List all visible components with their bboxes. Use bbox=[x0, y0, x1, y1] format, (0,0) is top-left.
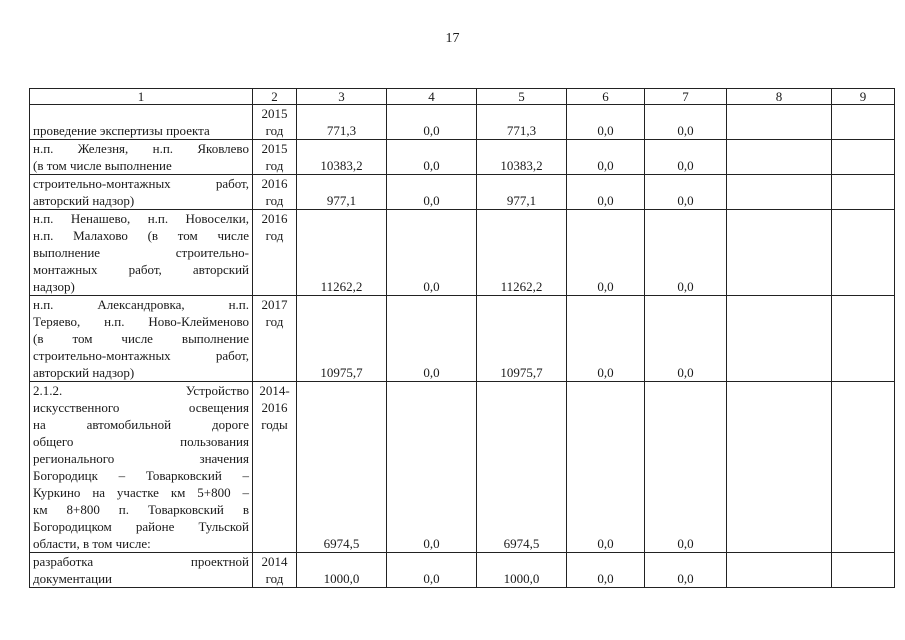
table-row bbox=[30, 382, 895, 553]
value-col-6: 0,0 bbox=[567, 296, 645, 382]
table-row bbox=[30, 296, 895, 382]
description-line: Куркино на участке км 5+800 – bbox=[33, 485, 249, 500]
year-line: 2014- bbox=[259, 383, 290, 398]
description-line: н.п. Александровка, н.п. bbox=[33, 297, 249, 312]
value-col-3: 977,1 bbox=[297, 175, 387, 210]
value-col-5: 6974,5 bbox=[477, 382, 567, 553]
description-line: искусственного освещения bbox=[33, 400, 249, 415]
description-line: км 8+800 п. Товарковский в bbox=[33, 502, 249, 517]
empty-col-9 bbox=[832, 140, 895, 175]
description-line: регионального значения bbox=[33, 451, 249, 466]
table-row bbox=[30, 210, 895, 296]
value-col-6: 0,0 bbox=[567, 105, 645, 140]
value-col-7: 0,0 bbox=[645, 553, 727, 588]
value-col-5: 977,1 bbox=[477, 175, 567, 210]
header-cell-8: 8 bbox=[727, 89, 832, 105]
header-row bbox=[30, 89, 895, 105]
year-line: годы bbox=[261, 417, 288, 432]
empty-col-8 bbox=[727, 296, 832, 382]
value-col-6: 0,0 bbox=[567, 553, 645, 588]
description-line: строительно-монтажных работ, bbox=[33, 176, 249, 191]
value-col-4: 0,0 bbox=[387, 175, 477, 210]
description-line: документации bbox=[33, 571, 113, 586]
row-description bbox=[30, 382, 253, 553]
description-line: н.п. Железня, н.п. Яковлево bbox=[33, 141, 249, 156]
year-line: год bbox=[265, 158, 284, 173]
year-line: 2016 bbox=[261, 176, 288, 191]
description-line: проведение экспертизы проекта bbox=[33, 123, 210, 138]
description-line: общего пользования bbox=[33, 434, 249, 449]
table-row bbox=[30, 553, 895, 588]
description-line: разработка проектной bbox=[33, 554, 249, 569]
empty-col-8 bbox=[727, 140, 832, 175]
value-col-4: 0,0 bbox=[387, 210, 477, 296]
description-line: Теряево, н.п. Ново-Клейменово bbox=[33, 314, 249, 329]
value-col-3: 10383,2 bbox=[297, 140, 387, 175]
value-col-5: 771,3 bbox=[477, 105, 567, 140]
description-line: строительно-монтажных работ, bbox=[33, 348, 249, 363]
year-line: 2015 bbox=[261, 141, 288, 156]
header-cell-1: 1 bbox=[30, 89, 253, 105]
description-line: 2.1.2. Устройство bbox=[33, 383, 249, 398]
empty-col-9 bbox=[832, 296, 895, 382]
value-col-3: 771,3 bbox=[297, 105, 387, 140]
empty-col-9 bbox=[832, 105, 895, 140]
empty-col-8 bbox=[727, 105, 832, 140]
description-line: авторский надзор) bbox=[33, 193, 135, 208]
value-col-4: 0,0 bbox=[387, 105, 477, 140]
page-number: 17 bbox=[445, 31, 460, 46]
description-line: области, в том числе: bbox=[33, 536, 151, 551]
value-col-7: 0,0 bbox=[645, 210, 727, 296]
budget-table bbox=[29, 88, 895, 588]
value-col-3: 1000,0 bbox=[297, 553, 387, 588]
table-row bbox=[30, 175, 895, 210]
description-line: монтажных работ, авторский bbox=[33, 262, 249, 277]
row-description bbox=[30, 175, 253, 210]
value-col-3: 6974,5 bbox=[297, 382, 387, 553]
year-line: 2015 bbox=[261, 106, 288, 121]
row-year bbox=[253, 105, 297, 140]
value-col-4: 0,0 bbox=[387, 382, 477, 553]
year-line: 2016 bbox=[261, 400, 288, 415]
value-col-6: 0,0 bbox=[567, 175, 645, 210]
year-line: год bbox=[265, 123, 284, 138]
value-col-7: 0,0 bbox=[645, 296, 727, 382]
year-line: год bbox=[265, 314, 284, 329]
row-description bbox=[30, 210, 253, 296]
value-col-5: 11262,2 bbox=[477, 210, 567, 296]
description-line: Богородицк – Товарковский – bbox=[33, 468, 249, 483]
description-line: выполнение строительно- bbox=[33, 245, 249, 260]
value-col-3: 11262,2 bbox=[297, 210, 387, 296]
value-col-4: 0,0 bbox=[387, 296, 477, 382]
table-row bbox=[30, 105, 895, 140]
value-col-4: 0,0 bbox=[387, 140, 477, 175]
empty-col-9 bbox=[832, 210, 895, 296]
header-cell-2: 2 bbox=[253, 89, 297, 105]
value-col-6: 0,0 bbox=[567, 140, 645, 175]
value-col-3: 10975,7 bbox=[297, 296, 387, 382]
description-line: на автомобильной дороге bbox=[33, 417, 249, 432]
empty-col-8 bbox=[727, 382, 832, 553]
value-col-7: 0,0 bbox=[645, 175, 727, 210]
header-cell-7: 7 bbox=[645, 89, 727, 105]
row-year bbox=[253, 175, 297, 210]
value-col-7: 0,0 bbox=[645, 105, 727, 140]
row-description bbox=[30, 296, 253, 382]
header-cell-5: 5 bbox=[477, 89, 567, 105]
empty-col-9 bbox=[832, 175, 895, 210]
header-cell-4: 4 bbox=[387, 89, 477, 105]
row-description bbox=[30, 140, 253, 175]
row-description bbox=[30, 553, 253, 588]
year-line: год bbox=[265, 228, 284, 243]
value-col-7: 0,0 bbox=[645, 140, 727, 175]
year-line: 2016 bbox=[261, 211, 288, 226]
header-cell-3: 3 bbox=[297, 89, 387, 105]
row-year bbox=[253, 210, 297, 296]
empty-col-8 bbox=[727, 553, 832, 588]
year-line: год bbox=[265, 571, 284, 586]
header-cell-6: 6 bbox=[567, 89, 645, 105]
empty-col-9 bbox=[832, 382, 895, 553]
value-col-4: 0,0 bbox=[387, 553, 477, 588]
description-line: (в том числе выполнение bbox=[33, 158, 172, 173]
description-line: надзор) bbox=[33, 279, 75, 294]
description-line: н.п. Ненашево, н.п. Новоселки, bbox=[33, 211, 249, 226]
year-line: 2017 bbox=[261, 297, 288, 312]
value-col-5: 10383,2 bbox=[477, 140, 567, 175]
value-col-5: 1000,0 bbox=[477, 553, 567, 588]
value-col-7: 0,0 bbox=[645, 382, 727, 553]
table-row bbox=[30, 140, 895, 175]
row-year bbox=[253, 296, 297, 382]
row-year bbox=[253, 553, 297, 588]
year-line: год bbox=[265, 193, 284, 208]
description-line: Богородицком районе Тульской bbox=[33, 519, 249, 534]
value-col-6: 0,0 bbox=[567, 382, 645, 553]
description-line: авторский надзор) bbox=[33, 365, 135, 380]
value-col-6: 0,0 bbox=[567, 210, 645, 296]
header-cell-9: 9 bbox=[832, 89, 895, 105]
row-description bbox=[30, 105, 253, 140]
value-col-5: 10975,7 bbox=[477, 296, 567, 382]
row-year bbox=[253, 140, 297, 175]
empty-col-9 bbox=[832, 553, 895, 588]
empty-col-8 bbox=[727, 175, 832, 210]
description-line: н.п. Малахово (в том числе bbox=[33, 228, 249, 243]
empty-col-8 bbox=[727, 210, 832, 296]
year-line: 2014 bbox=[261, 554, 288, 569]
row-year bbox=[253, 382, 297, 553]
description-line: (в том числе выполнение bbox=[33, 331, 249, 346]
